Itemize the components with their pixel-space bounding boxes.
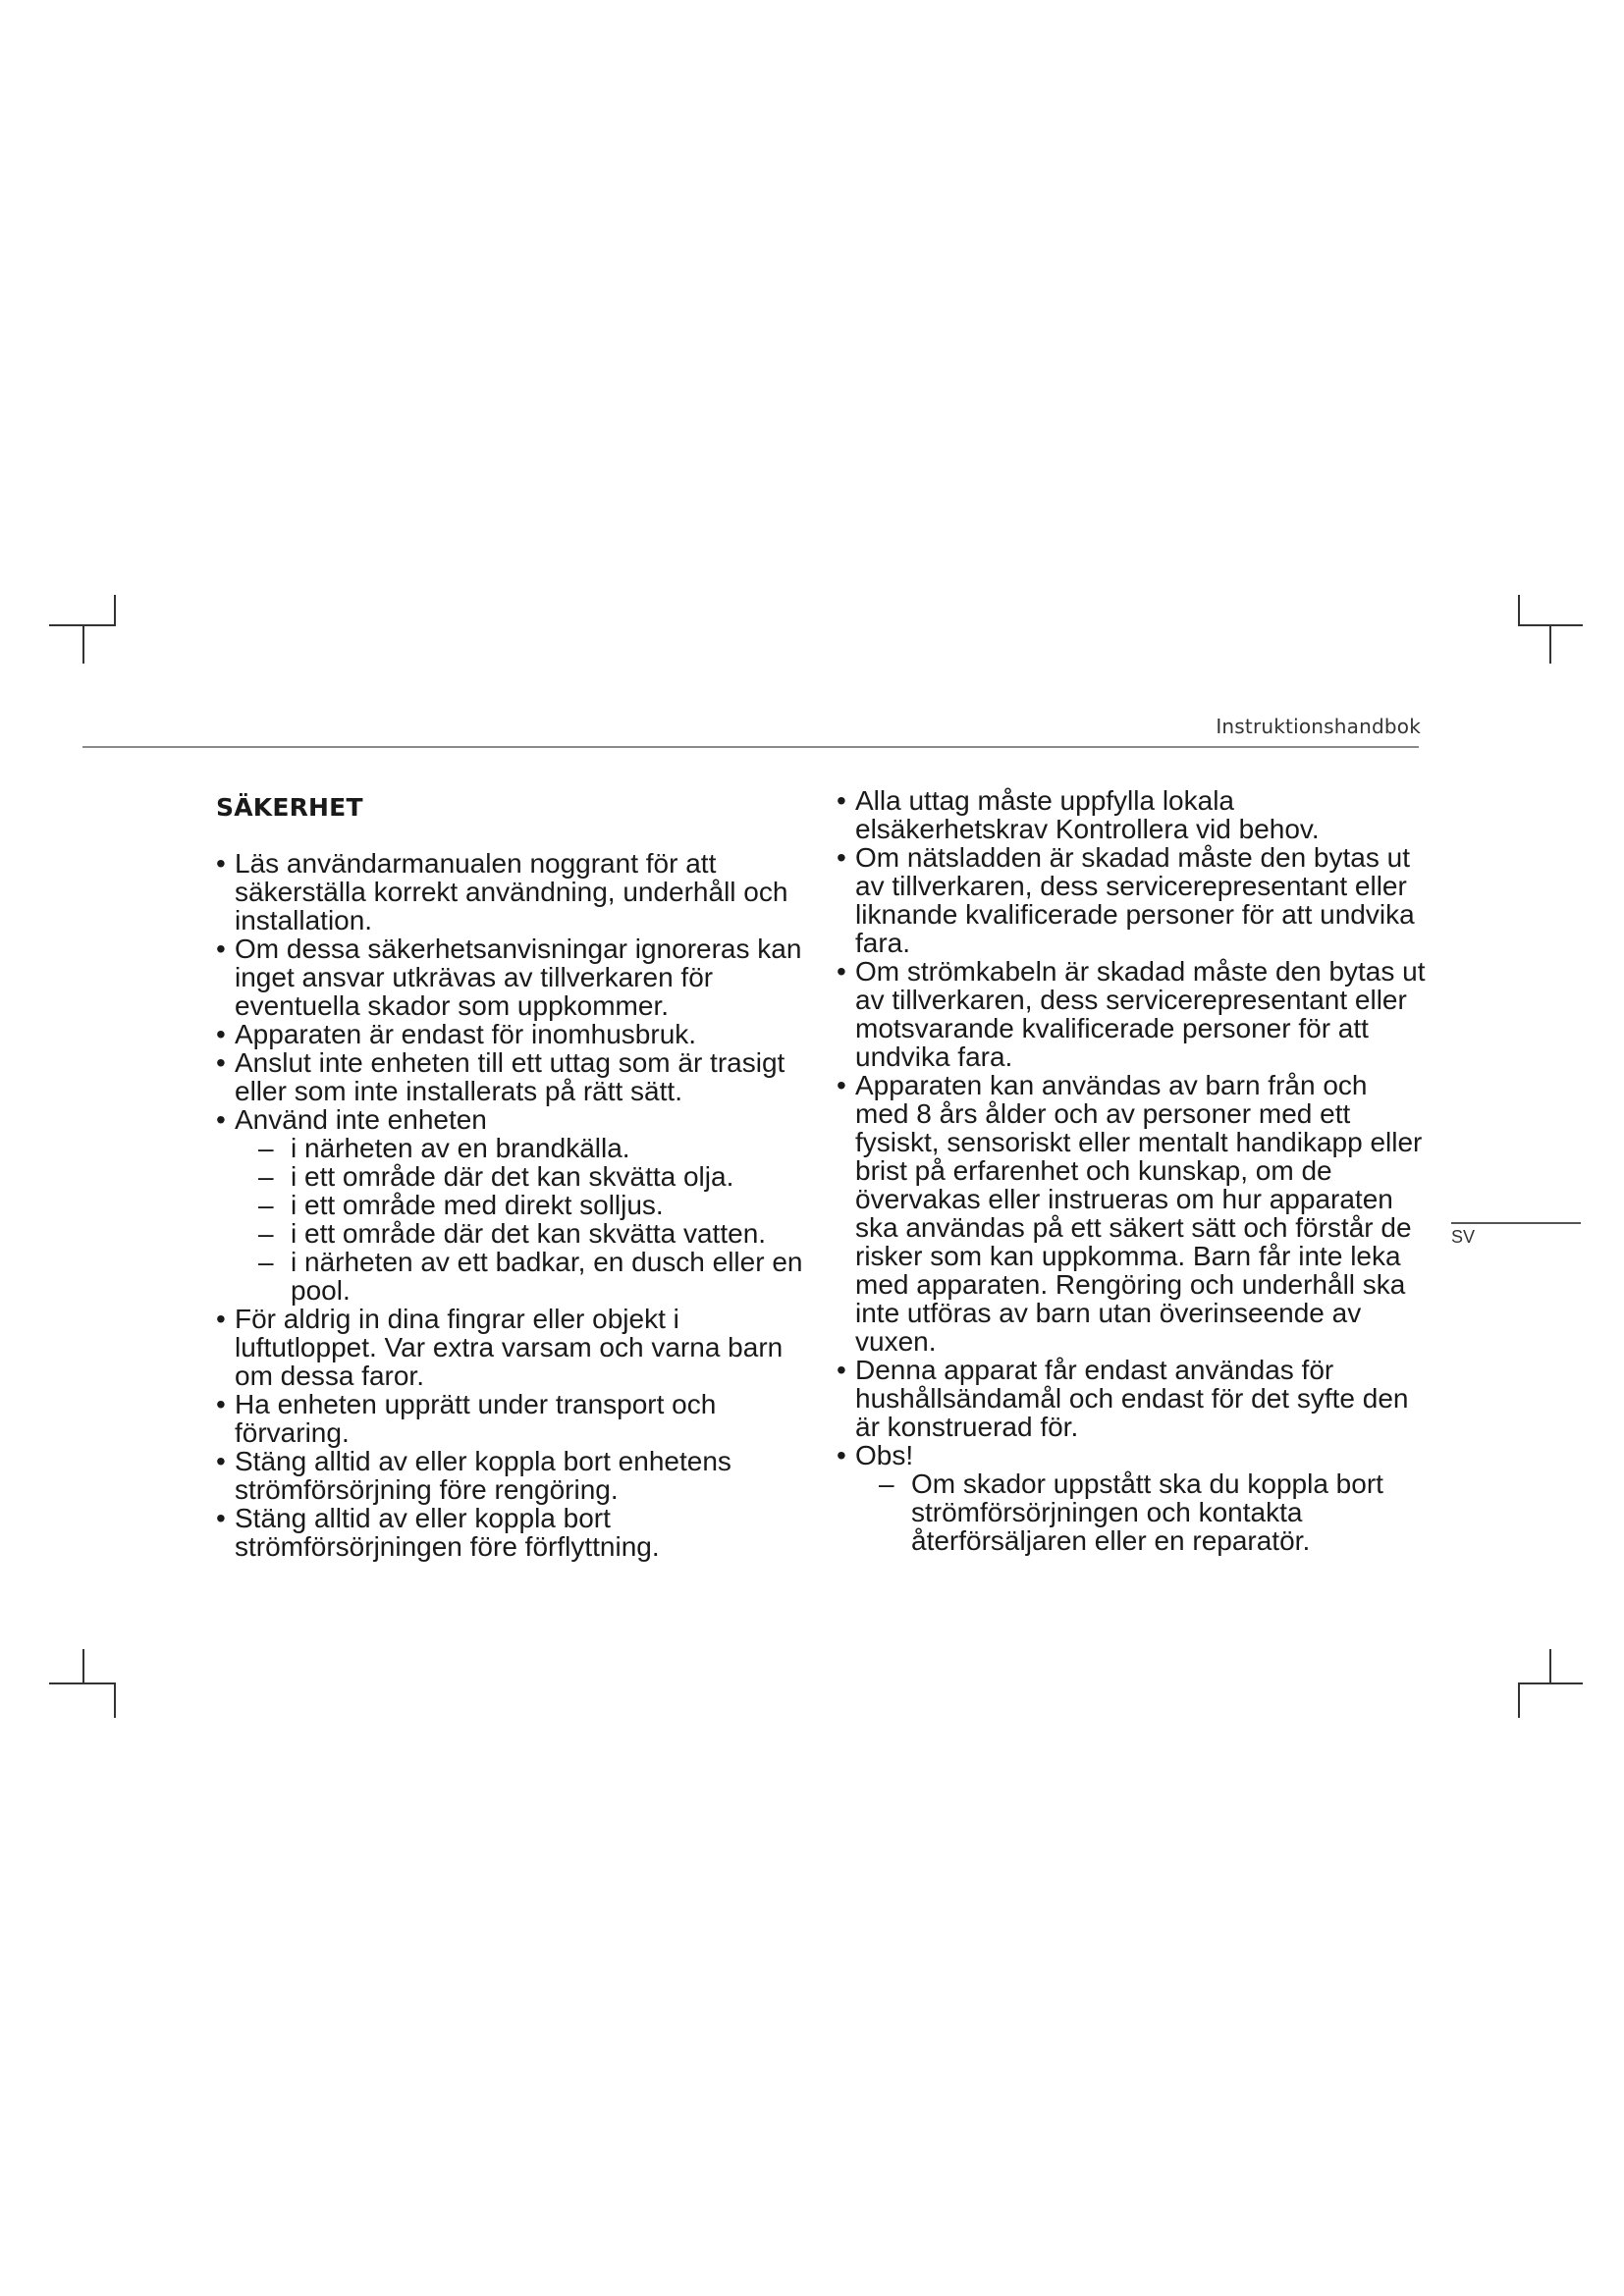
list-item: • Ha enheten upprätt under transport och förvaring. [216,1390,815,1447]
list-item: • Använd inte enheten – i närheten av en brandkälla. – i ett område där det kan skvätta olja. – i ett område med direkt solljus. – i ett område där det kan skvätta vatten. – i närheten av ett badkar, en dusch eller en pool. [216,1105,815,1305]
sub-list-item: – i ett område där det kan skvätta olja. [258,1162,815,1191]
sub-list-item: – i ett område med direkt solljus. [258,1191,815,1219]
crop-mark-bottom-left-v [82,1649,84,1684]
language-tab-label: SV [1451,1227,1476,1247]
crop-mark-top-right-v [1518,595,1520,626]
list-item: • Om dessa säkerhetsanvisningar ignoreras kan inget ansvar utkrävas av tillverkaren för eventuella skador som uppkommer. [216,934,815,1020]
list-item: • Alla uttag måste uppfylla lokala elsäkerhetskrav Kontrollera vid behov. [837,786,1426,843]
crop-mark-bottom-left-v2 [114,1682,116,1718]
list-item: • Stäng alltid av eller koppla bort strömförsörjningen före förflyttning. [216,1504,815,1561]
crop-mark-bottom-right-v [1549,1649,1551,1684]
sub-list-item: – i närheten av ett badkar, en dusch eller en pool. [258,1248,815,1305]
safety-list-left [216,849,815,1561]
sub-list-item: – i närheten av en brandkälla. [258,1134,815,1162]
crop-mark-top-left-v [114,595,116,626]
sub-list [855,1469,1426,1555]
language-tab [1451,1222,1581,1248]
crop-mark-bottom-left-h [49,1682,114,1684]
crop-mark-top-left-v2 [82,624,84,664]
crop-mark-top-left-h [49,624,114,626]
list-item: • För aldrig in dina fingrar eller objekt i luftutloppet. Var extra varsam och varna barn om dessa faror. [216,1305,815,1390]
crop-mark-top-right-v2 [1549,624,1551,664]
left-column [216,788,815,1561]
sub-list-item: – i ett område där det kan skvätta vatten. [258,1219,815,1248]
sub-list-item: – Om skador uppstått ska du koppla bort strömförsörjningen och kontakta återförsäljaren eller en reparatör. [879,1469,1426,1555]
list-item: • Apparaten är endast för inomhusbruk. [216,1020,815,1048]
list-item: • Om strömkabeln är skadad måste den bytas ut av tillverkaren, dess servicerepresentant eller motsvarande kvalificerade personer för att undvika fara. [837,957,1426,1071]
section-title: SÄKERHET [216,793,363,822]
crop-mark-bottom-right-v2 [1518,1682,1520,1718]
list-item: • Anslut inte enheten till ett uttag som är trasigt eller som inte installerats på rätt sätt. [216,1048,815,1105]
right-column [837,786,1426,1555]
list-item: • Stäng alltid av eller koppla bort enhetens strömförsörjning före rengöring. [216,1447,815,1504]
list-item: • Apparaten kan användas av barn från och med 8 års ålder och av personer med ett fysiskt, sensoriskt eller mentalt handikapp eller brist på erfarenhet och kunskap, om de övervakas eller instrueras om hur apparaten ska användas på ett säkert sätt och förstår de risker som kan uppkomma. Barn får inte leka med apparaten. Rengöring och underhåll ska inte utföras av barn utan överinseende av vuxen. [837,1071,1426,1356]
language-tab-rule [1451,1222,1581,1224]
list-item: • Denna apparat får endast användas för hushållsändamål och endast för det syfte den är konstruerad för. [837,1356,1426,1441]
list-item: • Obs! – Om skador uppstått ska du koppla bort strömförsörjningen och kontakta återförsäljaren eller en reparatör. [837,1441,1426,1555]
running-header: Instruktionshandbok [1216,715,1421,738]
list-item: • Läs användarmanualen noggrant för att säkerställa korrekt användning, underhåll och installation. [216,849,815,934]
header-rule [82,746,1419,748]
safety-list-right [837,786,1426,1555]
sub-list [235,1134,815,1305]
list-item: • Om nätsladden är skadad måste den bytas ut av tillverkaren, dess servicerepresentant eller liknande kvalificerade personer för att undvika fara. [837,843,1426,957]
